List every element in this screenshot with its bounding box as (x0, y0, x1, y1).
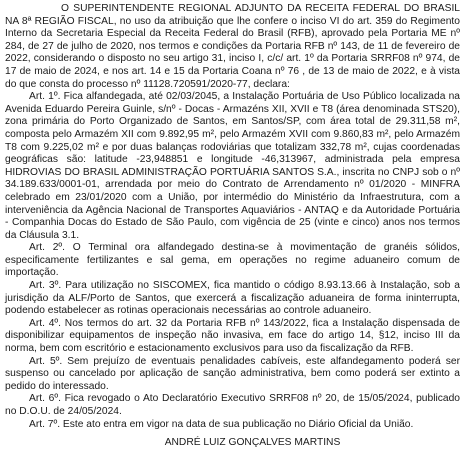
article-4-paragraph: Art. 4º. Nos termos do art. 32 da Portaria RFB nº 143/2022, fica a Instalação dispensada de disponibilizar equipamentos de inspeção não invasiva, em face do artigo 14, §12, inciso III da norma, bem com escritório e estacionamento exclusivos para uso da fiscalização da RFB. (5, 317, 460, 355)
article-1-paragraph: Art. 1º. Fica alfandegada, até 02/03/2045, a Instalação Portuária de Uso Público localizada na Avenida Eduardo Pereira Guinle, s/nº - Docas - Armazéns XII, XVII e T8 (área denominada STS20), zona primária do Porto Organizado de Santos, em Santos/SP, com área total de 29.311,58 m², composta pelo Armazém XII com 9.892,95 m², pelo Armazém XVII com 9.860,83 m², pelo Armazém T8 com 9.225,02 m² e por duas balanças rodoviárias que totalizam 332,78 m², cujas coordenadas geográficas são: latitude -23,948851 e longitude -46,313967, administrada pela empresa HIDROVIAS DO BRASIL ADMINISTRAÇÃO PORTUÁRIA SANTOS S.A., inscrita no CNPJ sob o nº 34.189.633/0001-01, arrendada por meio do Contrato de Arrendamento nº 01/2020 - MINFRA celebrado em 23/01/2020 com a União, por intermédio do Ministério da Infraestrutura, com a interveniência da Agência Nacional de Transportes Aquaviários - ANTAQ e da Autoridade Portuária - Companhia Docas do Estado de São Paulo, com vigência de 25 (vinte e cinco) anos nos termos da Cláusula 3.1. (5, 91, 460, 241)
preamble-paragraph: O SUPERINTENDENTE REGIONAL ADJUNTO DA RECEITA FEDERAL DO BRASIL NA 8ª REGIÃO FISCAL, no uso da atribuição que lhe confere o inciso VI do art. 359 do Regimento Interno da Secretaria Especial da Receita Federal do Brasil (RFB), aprovado pela Portaria ME nº 284, de 27 de julho de 2020, nos termos e condições da Portaria RFB nº 143, de 11 de fevereiro de 2022, considerando o disposto no seu artigo 31, inciso I, c/c/ art. 1º da Portaria SRRF08 nº 974, de 17 de maio de 2024, e nos art. 14 e 15 da Portaria Coana nº 76 , de 13 de maio de 2022, e à vista do que consta do processo nº 11128.720591/2020-77, declara: (5, 3, 460, 90)
signature-name: ANDRÉ LUIZ GONÇALVES MARTINS (164, 437, 341, 449)
document-body (5, 3, 460, 450)
article-2-paragraph: Art. 2º. O Terminal ora alfandegado destina-se à movimentação de granéis sólidos, especificamente fertilizantes e sal gema, em operações no regime aduaneiro comum de importação. (5, 242, 460, 279)
article-5-paragraph: Art. 5º. Sem prejuízo de eventuais penalidades cabíveis, este alfandegamento poderá ser suspenso ou cancelado por aplicação de sanção administrativa, bem como poderá ser extinto a pedido do interessado. (5, 355, 460, 392)
article-6-paragraph: Art. 6º. Fica revogado o Ato Declaratório Executivo SRRF08 nº 20, de 15/05/2024, publicado no D.O.U. de 24/05/2024. (5, 393, 460, 417)
article-7-paragraph: Art. 7º. Este ato entra em vigor na data de sua publicação no Diário Oficial da União. (29, 418, 414, 430)
article-3-paragraph: Art. 3º. Para utilização no SISCOMEX, fica mantido o código 8.93.13.66 à Instalação, sob a jurisdição da ALF/Porto de Santos, que exercerá a fiscalização aduaneira de forma ininterrupta, podendo estabelecer as rotinas operacionais necessárias ao controle aduaneiro. (5, 280, 460, 317)
